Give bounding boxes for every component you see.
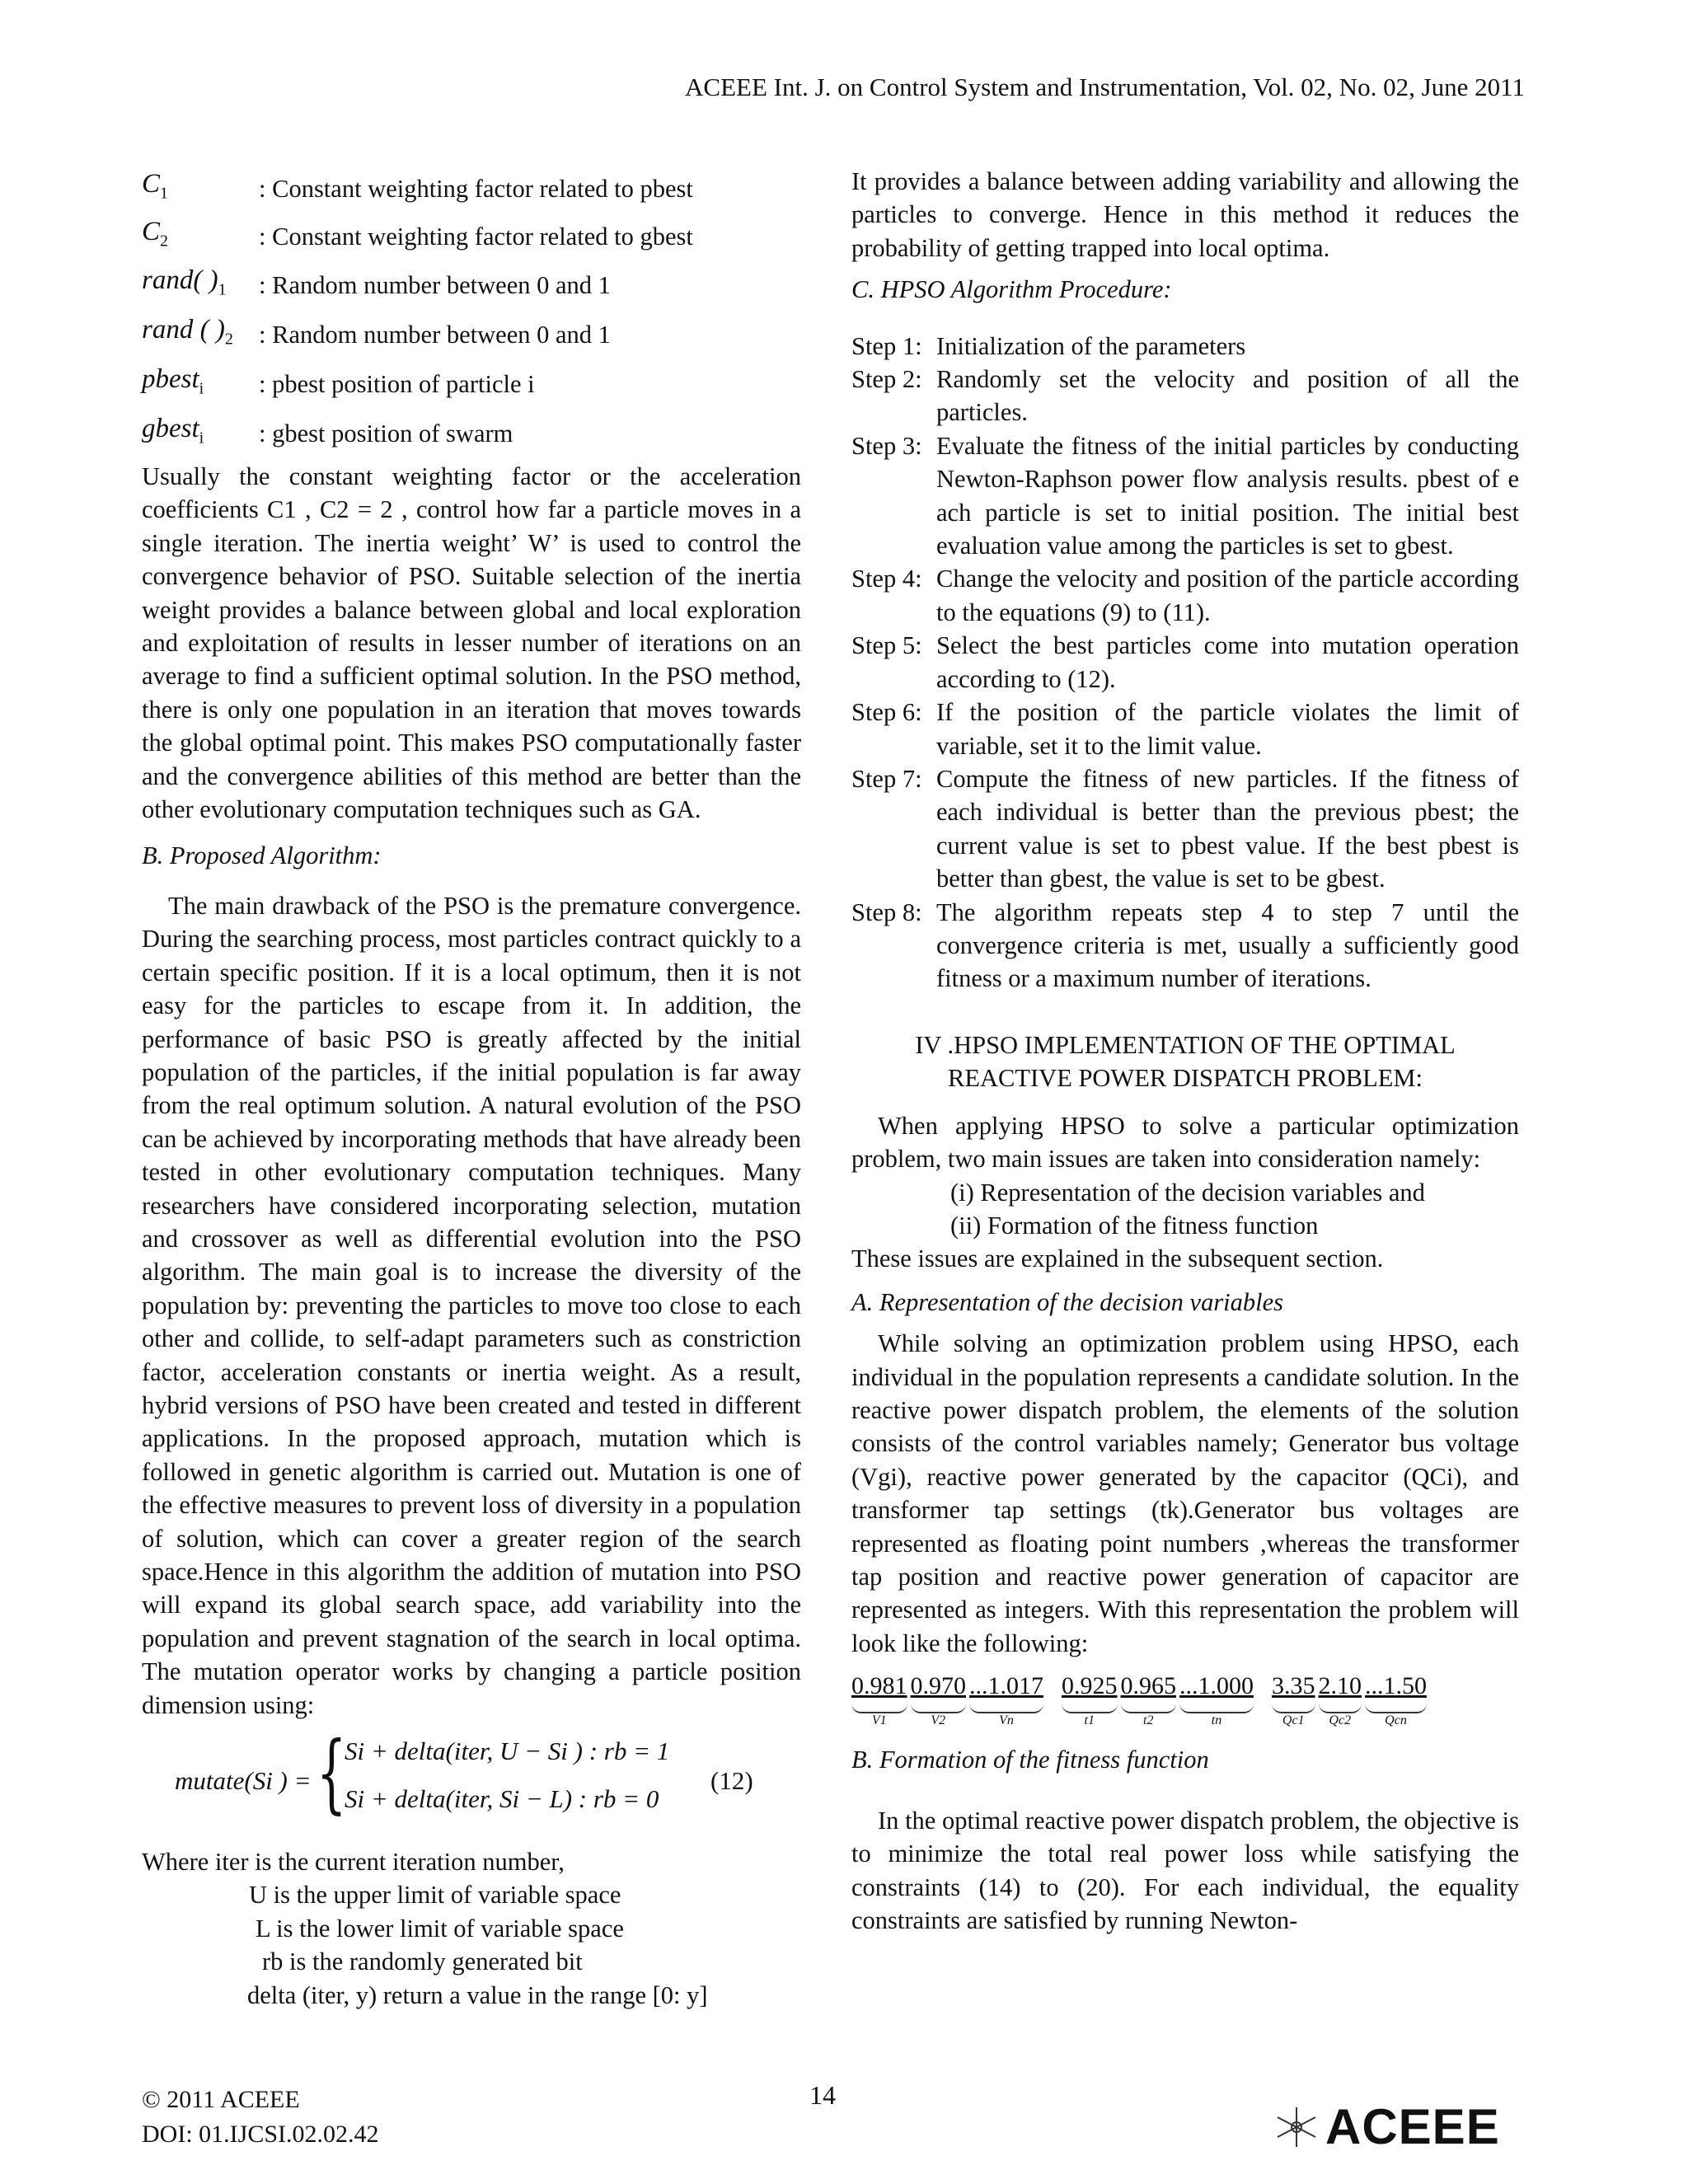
paragraph: The main drawback of the PSO is the premature convergence. During the searching process, most particles contract quickly to a certain specific position. If it is a local optimum, then it is not easy for the particles to escape from it. In addition, the performance of basic PSO is greatly affected by the initial population of the particles, if the initial population is far away from the real optimum solution. A natural evolution of the PSO can be achieved by incorporating methods that have already been tested in other evolutionary computation techniques. Many researchers have considered incorporating selection, mutation and crossover as well as differential evolution into the PSO algorithm. The main goal is to increase the diversity of the population by: preventing the particles to move too close to each other and collide, to self-adapt parameters such as constriction factor, acceleration constants or inertia weight. As a result, hybrid versions of PSO have been created and tested in different applications. In the proposed approach, mutation which is followed in genetic algorithm is carried out. Mutation is one of the effective measures to prevent loss of diversity in a population of solution, which can cover a greater region of the search space.Hence in this algorithm the addition of mutation into PSO will expand its global search space, add variability into the population and prevent stagnation of the search in local optima. The mutation operator works by changing a particle position dimension using:	[142, 891, 801, 1719]
paragraph: While solving an optimization problem using HPSO, each individual in the population represents a candidate solution. In the reactive power dispatch problem, the elements of the solution consists of the control variables namely; Generator bus voltage (Vgi), reactive power generated by the capacitor (QCi), and transformer tap settings (tk).Generator bus voltages are represented as floating point numbers ,whereas the transformer tap position and reactive power generation of capacitor are represented as integers. With this representation the problem will look like the following:	[851, 1329, 1519, 1657]
encoding-group	[851, 1670, 1047, 1727]
step-text: If the position of the particle violates the limit of variable, set it to the limit value.	[936, 698, 1519, 760]
step-label: Step 5:	[851, 631, 922, 660]
symbol-wrap	[142, 313, 259, 356]
step-item	[851, 363, 1519, 429]
symbol: C	[142, 217, 161, 246]
encoding-value: ...1.50	[1365, 1672, 1427, 1700]
encoding-value: 0.981	[851, 1672, 907, 1700]
encoding-symbol: Vn	[999, 1713, 1014, 1727]
left-column	[142, 165, 801, 2012]
where-line: L is the lower limit of variable space	[256, 1914, 624, 1943]
equation-12	[142, 1722, 801, 1837]
symbol-subscript: 2	[224, 330, 233, 349]
encoding-symbol: V1	[871, 1713, 887, 1727]
step-text: Select the best particles come into mutation operation according to (12).	[936, 631, 1519, 693]
symbol-wrap	[142, 412, 259, 455]
underbrace-icon	[1062, 1704, 1118, 1713]
symbol: rand ( )	[142, 315, 225, 344]
step-text: Evaluate the fitness of the initial particles by conducting Newton-Raphson power flow analysis results. pbest of e ach particle is set to initial position. The initial best evaluation value among the particles is set to gbest.	[936, 431, 1519, 560]
section-title	[851, 1029, 1519, 1094]
algorithm-steps	[851, 330, 1519, 996]
encoding-cell	[1179, 1670, 1254, 1727]
definition-text: : Random number between 0 and 1	[259, 270, 611, 299]
paragraph: It provides a balance between adding variability and allowing the particles to converge. Hence in this method it reduces the probability of getting trapped into local optima.	[851, 167, 1519, 262]
step-item	[851, 762, 1519, 896]
step-label: Step 6:	[851, 698, 922, 727]
symbol-wrap	[142, 167, 259, 210]
symbol-subscript: 2	[160, 232, 169, 251]
solution-encoding	[851, 1670, 1519, 1727]
definition-text: : pbest position of particle i	[259, 369, 535, 398]
section-heading: B. Proposed Algorithm:	[142, 841, 382, 870]
step-label: Step 2:	[851, 365, 922, 394]
encoding-cell	[1319, 1670, 1362, 1727]
section-title-line: REACTIVE POWER DISPATCH PROBLEM:	[948, 1063, 1423, 1092]
step-text: Initialization of the parameters	[936, 331, 1246, 360]
encoding-symbol: tn	[1211, 1713, 1222, 1727]
encoding-cell	[1365, 1670, 1427, 1727]
encoding-value: 0.925	[1062, 1672, 1118, 1700]
logo-text: ACEEE	[1325, 2099, 1500, 2154]
doi: DOI: 01.IJCSI.02.02.42	[142, 2121, 379, 2148]
encoding-symbol: Qc2	[1329, 1713, 1352, 1727]
section-heading: B. Formation of the fitness function	[851, 1745, 1209, 1774]
where-line: U is the upper limit of variable space	[249, 1881, 621, 1910]
encoding-symbol: V2	[931, 1713, 946, 1727]
encoding-symbol: Qc1	[1282, 1713, 1305, 1727]
step-text: Change the velocity and position of the particle according to the equations (9) to (11).	[936, 565, 1519, 626]
step-text: Compute the fitness of new particles. If the fitness of each individual is better than the previous pbest; the current value is set to pbest value. If the best pbest is better than gbest, the value is set to be gbest.	[936, 764, 1519, 893]
definition-row	[142, 165, 801, 213]
step-item	[851, 896, 1519, 996]
encoding-value: 0.965	[1120, 1672, 1176, 1700]
variable-list	[142, 1845, 801, 2012]
paragraph: When applying HPSO to solve a particular optimization problem, two main issues are taken into consideration namely:	[851, 1111, 1519, 1174]
underbrace-icon	[1365, 1704, 1427, 1713]
step-label: Step 7:	[851, 764, 922, 793]
page-number: 14	[809, 2080, 836, 2110]
equation-case-1: Si + delta(iter, U − Si ) : rb = 1	[345, 1736, 670, 1766]
step-label: Step 4:	[851, 565, 922, 593]
encoding-group	[1272, 1670, 1430, 1727]
where-line: delta (iter, y) return a value in the range [0: y]	[247, 1980, 708, 2009]
definition-row	[142, 260, 801, 310]
where-line: Where iter is the current iteration number,	[142, 1848, 565, 1877]
symbol-subscript: 1	[160, 184, 169, 203]
definition-row	[142, 310, 801, 359]
definition-row	[142, 409, 801, 458]
encoding-symbol: t2	[1143, 1713, 1154, 1727]
symbol-wrap	[142, 264, 259, 307]
symbol-wrap	[142, 215, 259, 258]
step-label: Step 1:	[851, 331, 922, 360]
section-title-line: IV .HPSO IMPLEMENTATION OF THE OPTIMAL	[915, 1030, 1456, 1059]
step-label: Step 8:	[851, 898, 922, 926]
encoding-value: 2.10	[1318, 1672, 1362, 1700]
brace-icon: {	[316, 1722, 347, 1824]
equation-number: (12)	[710, 1766, 753, 1796]
where-line: rb is the randomly generated bit	[262, 1947, 583, 1976]
symbol-wrap	[142, 363, 259, 405]
paragraph: Usually the constant weighting factor or the acceleration coefficients C1 , C2 = 2 , control how far a particle moves in a single iteration. The inertia weight’ W’ is used to control the convergence behavior of PSO. Suitable selection of the inertia weight provides a balance between global and local exploration and exploitation of results in lesser number of iterations on an average to find a sufficient optimal solution. In the PSO method, there is only one population in an iteration that moves towards the global optimal point. This makes PSO computationally faster and the convergence abilities of this method are better than the other evolutionary computation techniques such as GA.	[142, 462, 801, 824]
paragraph: These issues are explained in the subsequent section.	[851, 1244, 1384, 1273]
symbol: C	[142, 169, 161, 199]
encoding-group	[1062, 1670, 1257, 1727]
encoding-value: ...1.000	[1179, 1672, 1254, 1700]
step-item	[851, 429, 1519, 563]
list-item: (i) Representation of the decision variables and	[950, 1178, 1425, 1207]
encoding-cell	[1121, 1670, 1177, 1727]
underbrace-icon	[851, 1704, 907, 1713]
encoding-cell	[1062, 1670, 1118, 1727]
journal-header: ACEEE Int. J. on Control System and Instrumentation, Vol. 02, No. 02, June 2011	[685, 73, 1525, 101]
underbrace-icon	[911, 1704, 967, 1713]
encoding-cell	[969, 1670, 1043, 1727]
symbol: pbest	[142, 364, 199, 394]
definition-text: : gbest position of swarm	[259, 419, 513, 448]
step-label: Step 3:	[851, 431, 922, 460]
definition-text: : Constant weighting factor related to gbest	[259, 222, 693, 251]
step-item	[851, 696, 1519, 762]
underbrace-icon	[969, 1704, 1043, 1713]
paragraph: In the optimal reactive power dispatch problem, the objective is to minimize the total real power loss while satisfying the constraints (14) to (20). For each individual, the equality constraints are satisfied by running Newton-	[851, 1807, 1519, 1935]
equation-case-2: Si + delta(iter, Si − L) : rb = 0	[345, 1784, 659, 1814]
symbol-subscript: i	[199, 429, 204, 448]
underbrace-icon	[1121, 1704, 1177, 1713]
step-item	[851, 562, 1519, 629]
equation-lhs: mutate(Si ) =	[175, 1766, 312, 1796]
section-heading: A. Representation of the decision variables	[851, 1287, 1284, 1316]
logo-star-icon	[1268, 2101, 1325, 2154]
encoding-value: 3.35	[1272, 1672, 1315, 1700]
list-item: (ii) Formation of the fitness function	[950, 1211, 1319, 1240]
copyright: © 2011 ACEEE	[142, 2086, 300, 2113]
underbrace-icon	[1272, 1704, 1315, 1713]
symbol-subscript: i	[199, 379, 204, 398]
encoding-cell	[911, 1670, 967, 1727]
encoding-value: 0.970	[910, 1672, 966, 1700]
encoding-cell	[1272, 1670, 1315, 1727]
encoding-cell	[851, 1670, 907, 1727]
definition-row	[142, 359, 801, 409]
symbol: rand( )	[142, 265, 218, 295]
encoding-symbol: t1	[1084, 1713, 1095, 1727]
right-column	[851, 165, 1519, 1938]
symbol: gbest	[142, 414, 199, 443]
step-text: The algorithm repeats step 4 to step 7 until the convergence criteria is met, usually a sufficiently good fitness or a maximum number of iterations.	[936, 898, 1519, 993]
encoding-value: ...1.017	[969, 1672, 1043, 1700]
definition-text: : Random number between 0 and 1	[259, 320, 611, 349]
step-item	[851, 330, 1519, 363]
definition-row	[142, 213, 801, 260]
underbrace-icon	[1319, 1704, 1362, 1713]
encoding-symbol: Qcn	[1385, 1713, 1407, 1727]
aceee-logo	[1268, 2098, 1500, 2155]
symbol-definitions	[142, 165, 801, 458]
underbrace-icon	[1179, 1704, 1254, 1713]
step-text: Randomly set the velocity and position of all the particles.	[936, 365, 1519, 427]
step-item	[851, 629, 1519, 696]
symbol-subscript: 1	[218, 280, 227, 299]
definition-text: : Constant weighting factor related to pbest	[259, 174, 693, 203]
section-heading: C. HPSO Algorithm Procedure:	[851, 275, 1172, 304]
